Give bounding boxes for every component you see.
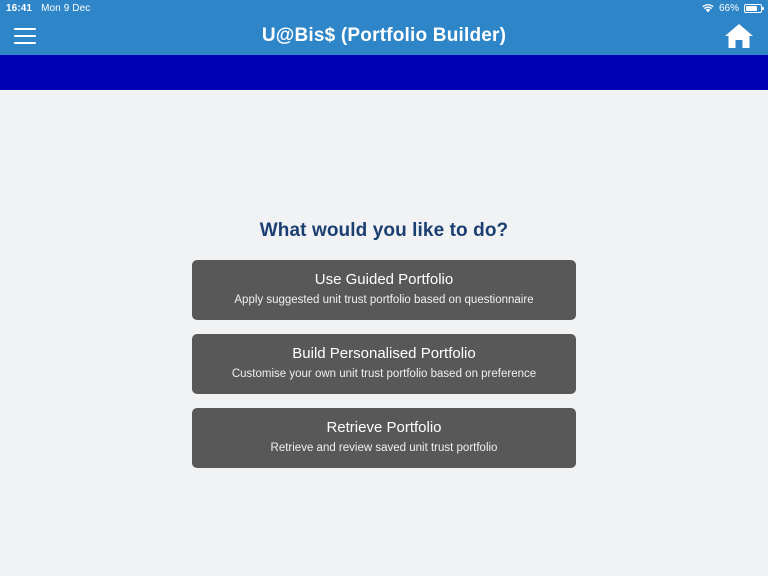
battery-percent-label: 66%	[718, 2, 739, 14]
app-bar	[0, 16, 768, 55]
option-subtitle: Retrieve and review saved unit trust portfolio	[270, 442, 498, 454]
option-build-personalised-portfolio[interactable]	[192, 334, 576, 394]
hamburger-menu-icon[interactable]	[14, 28, 36, 44]
option-subtitle: Apply suggested unit trust portfolio based on questionnaire	[234, 294, 534, 306]
status-bar-left	[6, 3, 90, 14]
status-date: Mon 9 Dec	[41, 2, 91, 14]
status-time: 16:41	[6, 2, 33, 14]
home-icon[interactable]	[724, 22, 754, 50]
page-heading: What would you like to do?	[259, 220, 509, 241]
wifi-icon	[702, 4, 714, 13]
options-list	[192, 260, 576, 468]
main-content	[0, 90, 768, 576]
option-subtitle: Customise your own unit trust portfolio based on preference	[231, 368, 537, 380]
option-title: Build Personalised Portfolio	[292, 345, 476, 362]
option-retrieve-portfolio[interactable]	[192, 408, 576, 468]
option-use-guided-portfolio[interactable]	[192, 260, 576, 320]
hamburger-line	[14, 42, 36, 44]
hamburger-line	[14, 28, 36, 30]
hamburger-line	[14, 35, 36, 37]
battery-icon	[744, 4, 762, 13]
status-bar-right	[702, 3, 762, 14]
page-title: U@Bis$ (Portfolio Builder)	[261, 24, 507, 46]
battery-fill	[746, 6, 757, 11]
option-title: Use Guided Portfolio	[314, 271, 454, 288]
option-title: Retrieve Portfolio	[326, 419, 442, 436]
accent-band	[0, 55, 768, 90]
status-bar	[0, 0, 768, 16]
